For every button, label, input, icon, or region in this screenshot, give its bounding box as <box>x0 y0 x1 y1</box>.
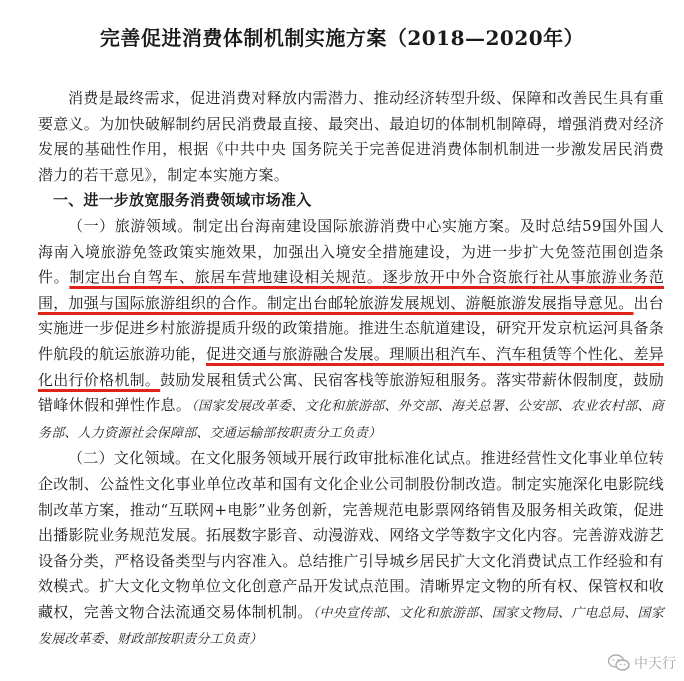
intro-paragraph: 消费是最终需求，促进消费对释放内需潜力、推动经济转型升级、保障和改善民生具有重要意义。为加快破解制约居民消费最直接、最突出、最迫切的体制机制障碍，增强消费对经济发展的基础性作用，根据《中共中央 国务院关于完善促进消费体制机制进一步激发居民消费潜力的若干意见》，制定本实施方案。 <box>38 89 664 184</box>
red-underlined-passage-1: 制定出台自驾车、旅居车营地建设相关规范。逐步放开中外合资旅行社从事旅游业务范围，加强与国际旅游组织的合作。制定出台邮轮旅游发展规划、游艇旅游发展指导意见。 <box>38 268 664 312</box>
culture-text: 在文化服务领域开展行政审批标准化试点。推进经营性文化事业单位转企改制、公益性文化事业单位改革和国有文化企业公司制股份制改造。制定实施深化电影院线制改革方案，推动“互联网+电影”业务创新，完善规范电影票网络销售及服务相关政策，促进出播影院业务规范发展。拓展数字影音、动漫游戏、网络文学等数字文化内容。完善游戏游艺设备分类，严格设备类型与内容准入。总结推广引导城乡居民扩大文化消费试点工作经验和有效模式。扩大文化文物单位文化创意产品开发试点范围。清晰界定文物的所有权、保管权和收藏权，完善文物合法流通交易体制机制。 <box>38 449 664 621</box>
tourism-text-c: 鼓励发展租赁式公寓、民宿客栈等旅游短租服务。落实带薪休假制度，鼓励错峰休假和弹性作息。 <box>38 370 665 415</box>
tourism-text-a: 制定出台海南建设国际旅游消费中心实施方案。及时总结59国外国人海南入境旅游免签政策实施效果，加强出入境安全措施建设，为进一步扩大免签范围创造条件。 <box>38 216 664 287</box>
tourism-text-b: 出台实施进一步促进乡村旅游提质升级的政策措施。推进生态航道建设，研究开发京杭运河具备条件航段的航运旅游功能， <box>38 293 664 363</box>
document-body <box>38 86 664 653</box>
culture-label: （二）文化领域。 <box>68 449 191 468</box>
watermark-text: 中天行 <box>634 656 676 672</box>
tourism-paragraph <box>38 214 664 446</box>
culture-responsible-agencies: （中央宣传部、文化和旅游部、国家文物局、广电总局、国家发展改革委、财政部按职责分工负责） <box>38 605 664 648</box>
section-heading: 一、进一步放宽服务消费领域市场准入 <box>53 191 312 210</box>
culture-paragraph <box>38 446 664 653</box>
document-title: 完善促进消费体制机制实施方案（2018—2020年） <box>99 26 585 50</box>
watermark <box>608 653 676 673</box>
chat-bubble-icon <box>608 654 630 672</box>
tourism-responsible-agencies: （国家发展改革委、文化和旅游部、外交部、海关总署、公安部、农业农村部、商务部、人力资源社会保障部、交通运输部按职责分工负责） <box>38 399 664 441</box>
tourism-label: （一）旅游领域。 <box>68 216 193 235</box>
red-underlined-passage-2: 促进交通与旅游融合发展。理顺出租汽车、汽车租赁等个性化、差异化出行价格机制。 <box>38 344 664 389</box>
